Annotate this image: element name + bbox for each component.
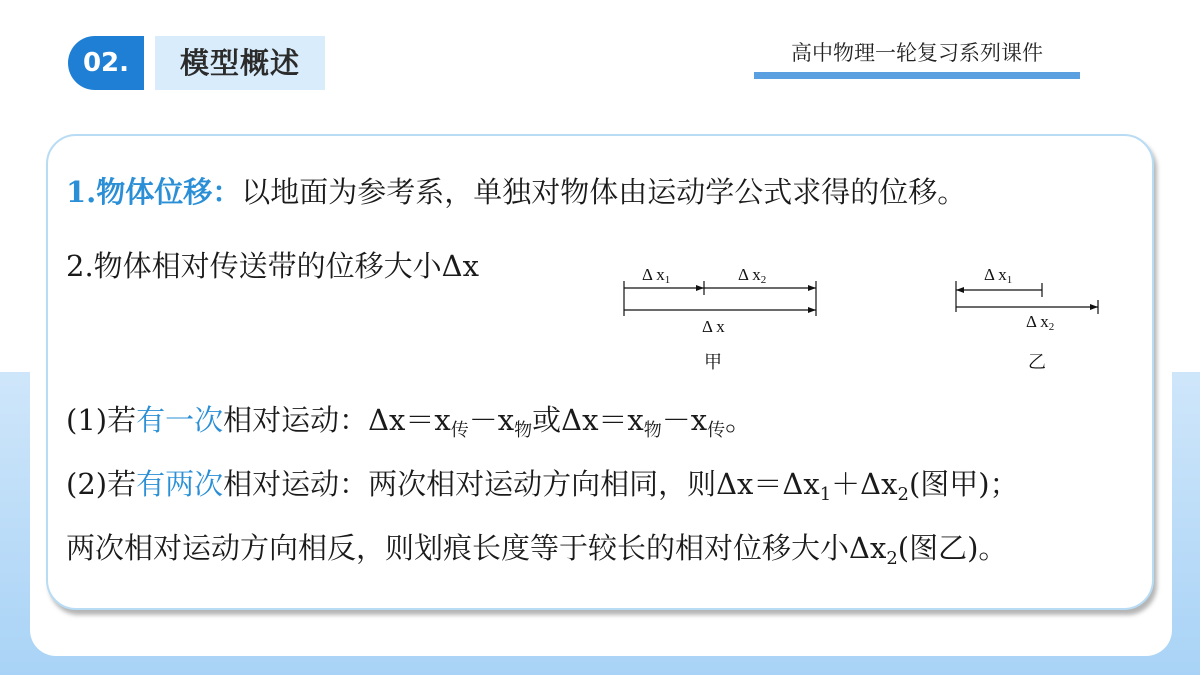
yi-dx1-label: Δ x1 [984, 265, 1013, 286]
yi-dx2-arrow [1090, 304, 1098, 310]
case-one-formula-c: 或Δx＝x [532, 403, 644, 437]
subscript: 2 [886, 548, 898, 569]
series-title: 高中物理一轮复习系列课件 [791, 41, 1043, 65]
subscript: 1 [819, 484, 832, 505]
subscript: 物 [643, 420, 662, 441]
subscript: 2 [897, 484, 909, 505]
jia-dx-arrow [808, 307, 816, 313]
jia-dx-label: Δ x [702, 317, 725, 336]
case-two-prefix: (2)若 [66, 467, 137, 501]
line-relative-displacement-title [66, 244, 479, 285]
jia-dx2-arrow [808, 285, 816, 291]
section-title: 模型概述 [155, 36, 325, 90]
diagram-jia [624, 265, 816, 373]
case-one-highlight: 有一次 [136, 403, 224, 437]
case-two-formula-b: ＋Δx [831, 467, 898, 501]
jia-caption: 甲 [704, 352, 722, 373]
subscript: 传 [450, 420, 469, 441]
case-two-end: (图甲)； [908, 467, 1019, 501]
subscript: 物 [514, 420, 533, 441]
object-displacement-text: 以地面为参考系，单独对物体由运动学公式求得的位移。 [241, 175, 967, 209]
jia-dx2-label: Δ x2 [738, 265, 767, 286]
subscript: 传 [707, 420, 726, 441]
jia-dx1-arrow [696, 285, 704, 291]
case-two-opposite-text: 两次相对运动方向相反，则划痕长度等于较长的相对位移大小Δx [66, 531, 887, 565]
object-displacement-label: 1.物体位移： [66, 175, 242, 209]
diagram-yi [956, 265, 1098, 373]
case-two-opposite-end: (图乙)。 [897, 531, 1008, 565]
line-case-two [66, 462, 1019, 505]
yi-caption: 乙 [1028, 352, 1046, 373]
case-one-formula-d: －x [661, 403, 708, 437]
case-one-prefix: (1)若 [66, 403, 137, 437]
line-object-displacement [66, 170, 966, 211]
line-case-one [66, 398, 754, 442]
displacement-diagram [600, 250, 1120, 380]
section-number-badge: 02. [68, 36, 144, 90]
case-one-formula-b: －x [468, 403, 515, 437]
jia-dx1-label: Δ x1 [642, 265, 671, 286]
line-case-two-opposite [66, 526, 1007, 569]
relative-displacement-title: 2.物体相对传送带的位移大小Δx [66, 249, 479, 283]
yi-dx2-label: Δ x2 [1026, 312, 1055, 333]
case-one-end: 。 [725, 403, 755, 437]
case-one-formula-a: 相对运动：Δx＝x [223, 403, 451, 437]
series-underline [754, 72, 1080, 79]
case-two-formula-a: 相对运动：两次相对运动方向相同，则Δx＝Δx [223, 467, 820, 501]
case-two-highlight: 有两次 [136, 467, 224, 501]
yi-dx1-arrow [956, 287, 964, 293]
